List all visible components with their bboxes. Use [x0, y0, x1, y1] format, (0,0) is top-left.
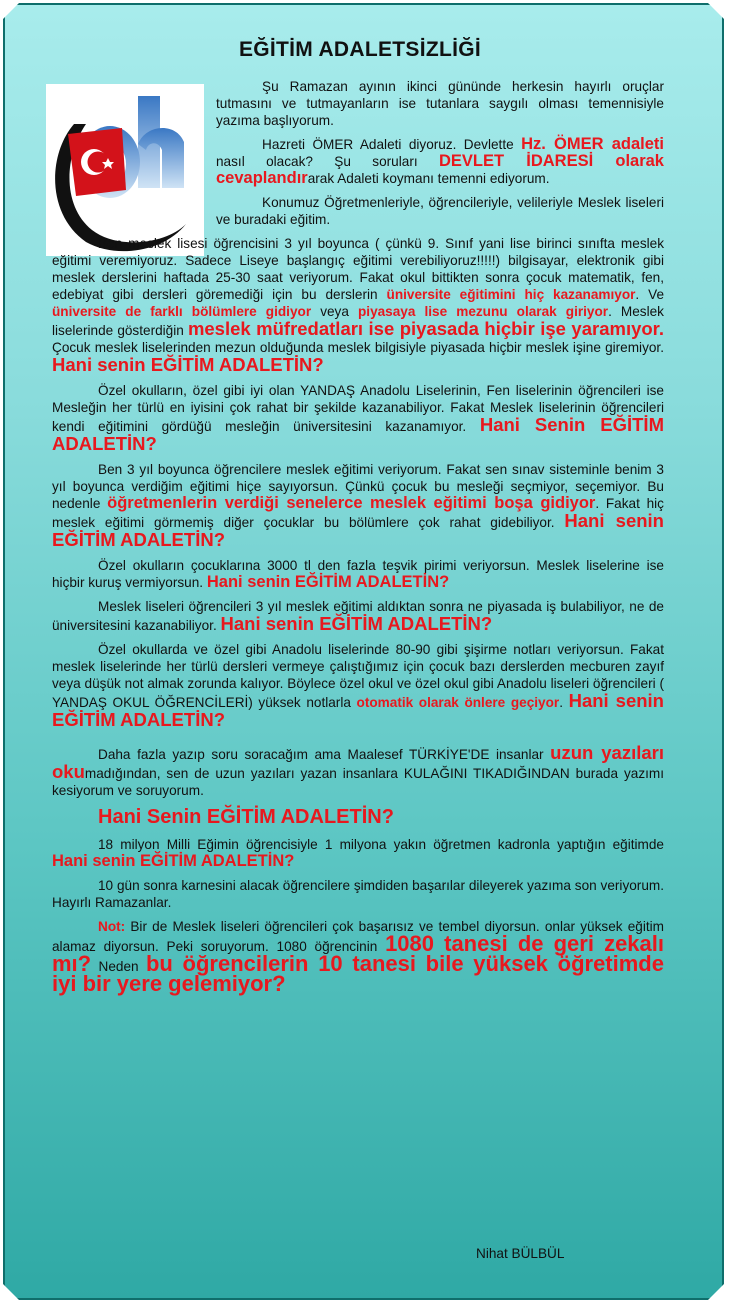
paragraph-students-teachers: [52, 836, 664, 870]
paragraph-incentive: [52, 557, 664, 591]
text-span: Daha fazla yazıp soru soracağım ama Maalesef TÜRKİYE'DE insanlar: [98, 747, 551, 762]
paragraph-no-job: [52, 598, 664, 634]
text-span: Ben 3 yıl boyunca öğrencilere meslek eğitimi veriyorum. Fakat sen sınav sisteminle benim 3 yıl boyunca verdiğim eğitimi hiçe sayıyorsun. Çünkü çocuk bu mesleği seçmiyor, seçemiyor. Bu nedenle: [52, 462, 664, 511]
paragraph-closing: 10 gün sonra karnesini alacak öğrencilere şimdiden başarılar dileyerek yazıma son veriyorum. Hayırlı Ramazanlar.: [52, 878, 664, 910]
paragraph-vocational: [52, 235, 664, 375]
text-span: . Ve: [635, 287, 665, 302]
highlight-text: öğretmenlerin verdiği senelerce meslek eğitimi boşa gidiyor: [107, 494, 596, 512]
text-span: madığından, sen de uzun yazıları yazan insanlara KULAĞINI TIKADIĞINDAN burada yazımı kesiyorum ve soruyorum.: [52, 766, 664, 798]
article-title: EĞİTİM ADALETSİZLİĞİ: [238, 38, 482, 61]
text-span: Çocuk meslek liselerinden mezun olduğunda meslek bilgisiyle piyasada hiçbir meslek işine giremiyor.: [52, 340, 664, 355]
paragraph-exam-system: [52, 461, 664, 550]
text-span: Özel okullarda ve özel gibi Anadolu liselerinde 80-90 gibi şişirme notları veriyorsun. Fakat meslek liselerinde her türlü dersleri vermeye çalıştığımız için çocuk bazı derslerden mecburen zayıf veya düşük not almak zorunda kalıyor. Böylece özel okul ve özel okul gibi Anadolu liseleri öğrencileri ( YANDAŞ OKUL ÖĞRENCİLERİ) yüksek notlarla: [52, 642, 664, 710]
question-text: Hani senin EĞİTİM ADALETİN?: [206, 573, 450, 591]
question-text: Hani senin EĞİTİM ADALETİN?: [52, 354, 324, 375]
highlight-text: uzun yazıları oku: [52, 742, 664, 782]
question-text: Hani senin EĞİTİM ADALETİN?: [52, 510, 664, 550]
text-span: nasıl olacak? Şu soruları: [216, 154, 439, 169]
text-span: Özel okulların, özel gibi iyi olan YANDAŞ Anadolu Liselerinin, Fen liselerinin öğrencileri ise Mesleğin her türlü en iyisini çok rahat bir şekilde kazanabiliyor. Fakat Meslek liselerinin öğrencileri kendi eğitimini gördüğü mesleğin üniversitesini kazanamıyor.: [52, 383, 664, 434]
highlight-text: otomatik olarak önlere geçiyor: [356, 695, 560, 710]
paragraph-topic: Konumuz Öğretmenleriyle, öğrencileriyle, velileriyle Meslek liseleri ve buradaki eğitim.: [216, 195, 664, 227]
highlight-text: piyasaya lise mezunu olarak giriyor: [357, 304, 609, 319]
question-text: Hani senin EĞİTİM ADALETİN?: [52, 852, 295, 870]
question-text: Hani Senin EĞİTİM ADALETİN?: [52, 414, 664, 454]
article-body: [52, 78, 664, 1002]
paragraph-long-texts: [52, 744, 664, 799]
highlight-text: meslek müfredatları ise piyasada hiçbir işe yaramıyor.: [187, 318, 664, 339]
text-span: Meslek liseleri öğrencileri 3 yıl meslek eğitimi aldıktan sonra ne piyasada iş bulabiliyor, ne de üniversitesini kazanabiliyor.: [52, 599, 664, 633]
paragraph-note: [52, 918, 664, 995]
question-text: Hani senin EĞİTİM ADALETİN?: [220, 613, 493, 634]
paragraph-grades: [52, 641, 664, 730]
highlight-text: üniversite eğitimini hiç kazanamıyor: [386, 287, 636, 302]
text-span: Özel okulların çocuklarına 3000 tl den fazla teşvik pirimi veriyorsun. Meslek liselerine ise hiçbir kuruş vermiyorsun.: [52, 558, 664, 590]
headline-question: Hani Senin EĞİTİM ADALETİN?: [98, 806, 394, 828]
text-span: Hazreti ÖMER Adaleti diyoruz. Devlette: [262, 137, 522, 152]
highlight-text: 1080 tanesi de geri zekalı mı?: [52, 931, 664, 976]
paragraph-greeting: Şu Ramazan ayının ikinci gününde herkesin hayırlı oruçlar tutmasını ve tutmayanların ise tutanlara saygılı olması temennisiyle yazıma başlıyorum.: [216, 79, 664, 128]
text-span: Bir de Meslek liseleri öğrencileri çok başarısız ve tembel diyorsun. onlar yüksek eğitim alamaz diyorsun. Peki soruyorum. 1080 öğrencinin: [52, 919, 664, 954]
note-label: Not:: [98, 919, 126, 934]
question-text: Hani senin EĞİTİM ADALETİN?: [52, 690, 664, 730]
text-span: .: [559, 695, 569, 710]
text-span: . Meslek liselerinde gösterdiğin: [52, 304, 664, 338]
highlight-text: DEVLET İDARESİ olarak cevaplandır: [216, 152, 664, 187]
text-span: veya: [311, 304, 358, 319]
text-span: arak Adaleti koymanı temenni ediyorum.: [307, 171, 550, 186]
text-span: Neden: [91, 959, 146, 974]
highlight-text: üniversite de farklı bölümlere gidiyor: [52, 304, 312, 319]
paragraph-omer: [216, 136, 664, 187]
text-span: . Fakat hiç meslek eğitimi görmemiş diğer çocuklar bu bölümlere çok rahat gidebiliyor.: [52, 496, 664, 530]
text-span: Ben meslek lisesi öğrencisini 3 yıl boyunca ( çünkü 9. Sınıf yani lise birinci sınıfta meslek eğitimi veremiyoruz. Sadece Liseye başlangıç eğitimi verebiliyoruz!!!!!) bilgisayar, elektronik gibi meslek derslerini haftada 25-30 saat veriyorum. Fakat okul bittikten sonra çocuk matematik, fen, edebiyat gibi dersleri göremediği için bu derslerin: [52, 236, 664, 302]
highlight-text: Hz. ÖMER adaleti: [521, 135, 664, 153]
text-span: 18 milyon Milli Eğimin öğrencisiyle 1 milyona yakın öğretmen kadronla yaptığın eğitimde: [98, 837, 664, 852]
author-signature: Nihat BÜLBÜL: [476, 1246, 565, 1261]
highlight-text: bu öğrencilerin 10 tanesi bile yüksek öğretimde iyi bir yere gelemiyor?: [52, 951, 664, 996]
paragraph-private-schools: [52, 382, 664, 454]
